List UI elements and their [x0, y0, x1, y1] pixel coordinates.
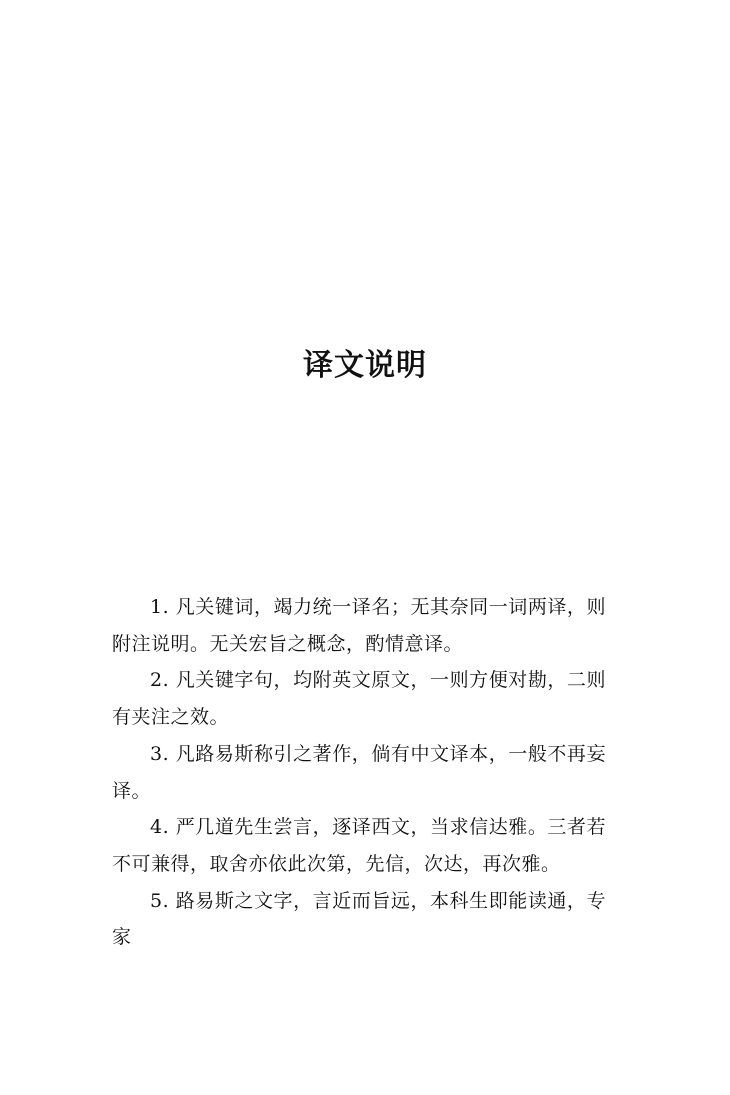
paragraph-4: 4. 严几道先生尝言，逐译西文，当求信达雅。三者若不可兼得，取舍亦依此次第，先信，次达，再次雅。 [112, 816, 606, 875]
paragraph-5: 5. 路易斯之文字，言近而旨远，本科生即能读通，专家 [112, 889, 606, 949]
body-text [112, 589, 606, 956]
page-title: 译文说明 [303, 348, 427, 383]
paragraph-3: 3. 凡路易斯称引之著作，倘有中文译本，一般不再妄译。 [112, 742, 606, 802]
paragraph-2: 2. 凡关键字句，均附英文原文，一则方便对勘，二则有夹注之效。 [112, 669, 606, 729]
paragraph-1: 1. 凡关键词，竭力统一译名；无其奈同一词两译，则附注说明。无关宏旨之概念，酌情意译。 [112, 596, 606, 655]
